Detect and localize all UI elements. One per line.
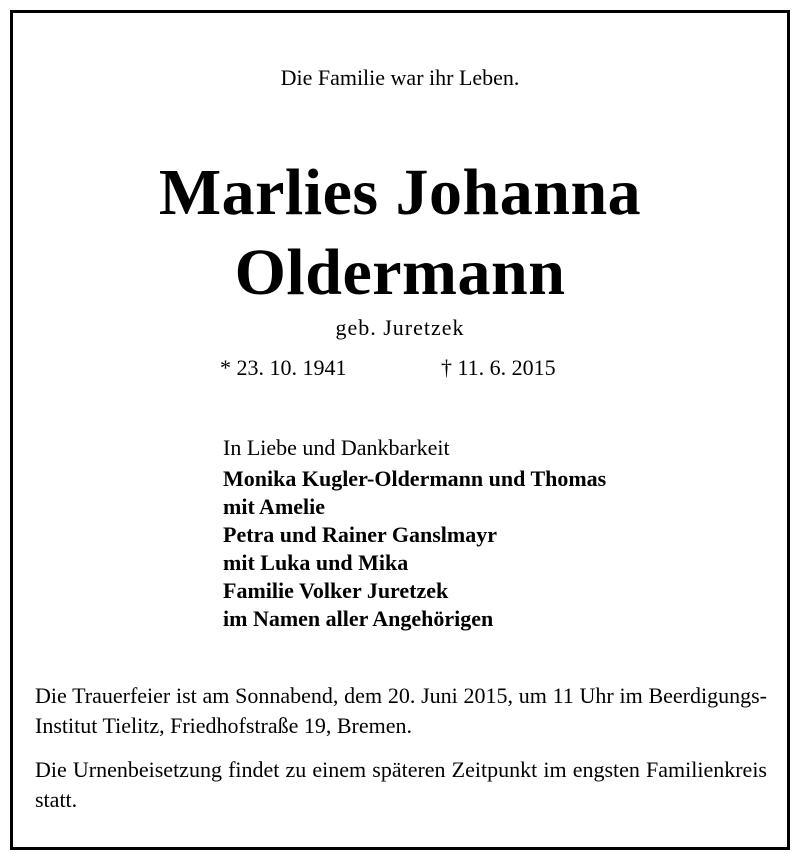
mourner-line: mit Amelie [223, 494, 326, 519]
mourners-intro: In Liebe und Dankbarkeit [223, 435, 450, 460]
deceased-first-names: Marlies Johanna [158, 156, 642, 229]
birth-date: * 23. 10. 1941 [220, 355, 347, 380]
mourner-line: im Namen aller Angehörigen [223, 606, 494, 631]
mourner-line: Petra und Rainer Ganslmayr [223, 522, 497, 547]
obituary-notice [10, 10, 790, 850]
death-date: † 11. 6. 2015 [441, 355, 556, 380]
deceased-surname: Oldermann [234, 236, 566, 309]
mourners-block [223, 433, 606, 633]
motto: Die Familie war ihr Leben. [280, 65, 520, 90]
mourner-line: Monika Kugler-Oldermann und Thomas [223, 466, 607, 491]
urn-burial-notice: Die Urnenbeisetzung findet zu einem späteren Zeitpunkt im engsten Familienkreis statt. [35, 757, 767, 812]
mourner-line: mit Luka und Mika [223, 550, 409, 575]
maiden-name: geb. Juretzek [335, 315, 465, 340]
mourners-list [223, 465, 606, 633]
funeral-notice: Die Trauerfeier ist am Sonnabend, dem 20. Juni 2015, um 11 Uhr im Beerdigungs-Institut Tielitz, Friedhofstraße 19, Bremen. [35, 683, 767, 738]
mourner-line: Familie Volker Juretzek [223, 578, 449, 603]
deceased-name [13, 153, 787, 313]
